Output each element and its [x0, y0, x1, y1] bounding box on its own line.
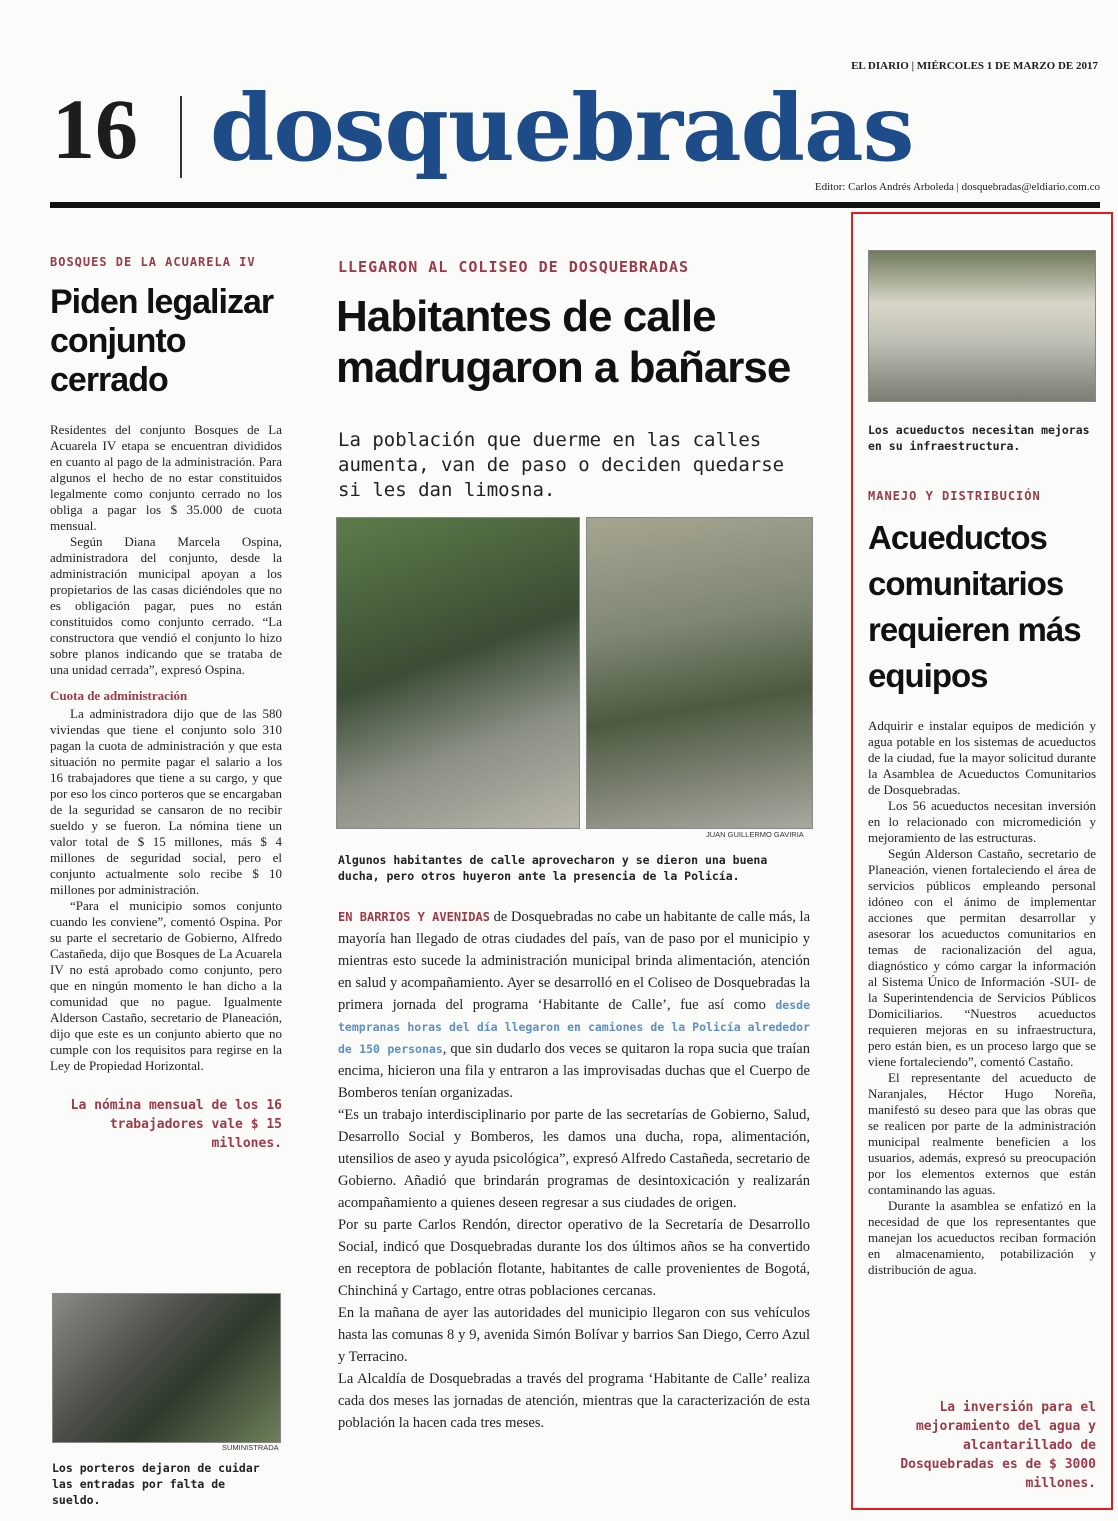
right-kicker: MANEJO Y DISTRIBUCIÓN: [868, 489, 1041, 503]
center-deck: La población que duerme en las calles aumenta, van de paso o deciden quedarse si les dan limosna.: [338, 429, 785, 501]
center-paragraph: En la mañana de ayer las autoridades del municipio llegaron con sus vehículos hasta las comunas 8 y 9, avenida Simón Bolívar y barrios San Diego, Cerro Azul y Terracino.: [338, 1305, 810, 1365]
right-body: [868, 718, 1096, 1278]
left-photo: [52, 1293, 281, 1443]
left-caption: Los porteros dejaron de cuidar las entradas por falta de sueldo.: [52, 1461, 260, 1507]
center-photo-left: [336, 517, 580, 829]
left-subhead: Cuota de administración: [50, 688, 188, 704]
right-pull-quote: La inversión para el mejoramiento del agua y alcantarillado de Dosquebradas es de $ 3000 millones.: [900, 1400, 1096, 1491]
center-highlight: desde tempranas horas del día llegaron en camiones de la Policía alrededor de 150 personas: [338, 998, 810, 1056]
right-photo: [868, 250, 1096, 402]
center-photo-right: [586, 517, 813, 829]
center-headline: Habitantes de calle madrugaron a bañarse: [336, 292, 791, 392]
page-number: 16: [52, 81, 138, 177]
center-paragraph: La Alcaldía de Dosquebradas a través del programa ‘Habitante de Calle’ realiza cada dos meses las jornadas de atención, mientras que la caracterización de esta población la hacen cada tres meses.: [338, 1371, 810, 1431]
right-paragraph: Los 56 acueductos necesitan inversión en lo relacionado con micromedición y mejoramiento de las estructuras.: [868, 798, 1096, 845]
masthead-rule: [50, 202, 1100, 208]
section-title: dosquebradas: [210, 74, 914, 182]
left-paragraph: Según Diana Marcela Ospina, administradora del conjunto, desde la administración municipal apoyan a los propietarios de las casas diciéndoles que no es obligación pagar, pues no están constituidos como conjunto cerrado. “La constructora que vendió el conjunto lo hizo sobre planos indicando que se trataba de una unidad cerrada”, expresó Ospina.: [50, 534, 282, 678]
center-text: de Dosquebradas no cabe un habitante de calle más, la mayoría han llegado de otras ciudades del país, van de paso por el municipio y mientras esto sucede la administración municipal brinda alimentación, atención en salud y acompañamiento. Ayer se desarrolló en el Coliseo de Dosquebradas la primera jornada del programa ‘Habitante de Calle’, fue así como: [338, 909, 810, 1013]
center-paragraph: Por su parte Carlos Rendón, director operativo de la Secretaría de Desarrollo Social, indicó que Dosquebradas durante los dos últimos años se ha convertido en receptora de población flotante, habitantes de calle provenientes de Bogotá, Chinchiná y Cartago, entre otras poblaciones cercanas.: [338, 1217, 810, 1299]
left-photo-credit: SUMINISTRADA: [222, 1443, 279, 1452]
center-paragraph: [338, 906, 810, 1104]
left-article: [50, 255, 282, 1153]
center-caption: Algunos habitantes de calle aprovecharon y se dieron una buena ducha, pero otros huyeron ante la presencia de la Policía.: [338, 853, 768, 883]
right-caption: Los acueductos necesitan mejoras en su infraestructura.: [868, 423, 1090, 453]
left-body: [50, 422, 282, 1074]
right-headline: Acueductos comunitarios requieren más equipos: [868, 519, 1081, 694]
center-lead: EN BARRIOS Y AVENIDAS: [338, 910, 490, 924]
center-photo-credit: JUAN GUILLERMO GAVIRIA: [706, 830, 804, 839]
right-paragraph: El representante del acueducto de Naranjales, Héctor Hugo Noreña, manifestó su deseo para que las obras que se realicen por parte de la administración municipal realmente beneficien a los usuarios, además, expresó su preocupación por los elementos externos que están contaminando las aguas.: [868, 1070, 1096, 1197]
center-paragraph: “Es un trabajo interdisciplinario por parte de las secretarías de Gobierno, Salud, Desarrollo Social y Bomberos, les damos una ducha, ropa, alimentación, utensilios de aseo y ayuda psicológica”, expresó Alfredo Castañeda, secretario de Gobierno. Añadió que brindarán programas de desintoxicación y realizarán acompañamiento a quienes deseen regresar a sus ciudades de origen.: [338, 1107, 810, 1211]
center-text: , que sin dudarlo dos veces se quitaron la ropa sucia que traían encima, hicieron una fila y entraron a las improvisadas duchas que el Cuerpo de Bomberos tenían organizadas.: [338, 1041, 810, 1101]
left-paragraph: “Para el municipio somos conjunto cuando les conviene”, comentó Ospina. Por su parte el secretario de Gobierno, Alfredo Castañeda, dijo que Bosques de La Acuarela IV no está aprobado como conjunto, pero que en ningún momento le han dicho a la comunidad que no pague. Igualmente Alderson Castaño, secretario de Planeación, dijo que este es un conjunto abierto que no cumple con los requisitos para regirse en la Ley de Propiedad Horizontal.: [50, 898, 282, 1074]
right-paragraph: Según Alderson Castaño, secretario de Planeación, vienen fortaleciendo el área de servicios públicos empleando personal idóneo con el ánimo de implementar acciones que permitan desarrollar y asesorar los acueductos comunitarios en temas de racionalización del agua, diagnóstico y cómo cargar la información al Sistema Único de Información -SUI- de la Superintendencia de Servicios Públicos Domiciliarios. “Nuestros acueductos requieren mejoras en su infraestructura, pero están bien, es un proceso largo que se viene fortaleciendo”, comentó Castaño.: [868, 846, 1096, 1069]
right-paragraph: Durante la asamblea se enfatizó en la necesidad de que los representantes que manejan los acueductos reciban formación en almacenamiento, potabilización y distribución de agua.: [868, 1198, 1096, 1277]
paper-date-line: EL DIARIO | MIÉRCOLES 1 DE MARZO DE 2017: [851, 60, 1098, 72]
editor-line: Editor: Carlos Andrés Arboleda | dosquebradas@eldiario.com.co: [814, 181, 1100, 193]
left-headline: Piden legalizar conjunto cerrado: [50, 283, 274, 400]
masthead-divider: [180, 96, 182, 178]
left-kicker: BOSQUES DE LA ACUARELA IV: [50, 255, 256, 269]
center-kicker: LLEGARON AL COLISEO DE DOSQUEBRADAS: [338, 258, 690, 276]
left-paragraph: La administradora dijo que de las 580 viviendas que tiene el conjunto solo 310 pagan la cuota de administración y que esta situación no permite pagar el salario a los 16 trabajadores que tiene a su cargo, y que por eso los cinco porteros que se encargaban de la seguridad se cansaron de no recibir sueldo y se fueron. La nómina tiene un valor total de $ 15 millones, más $ 4 millones de seguridad social, pero el conjunto actualmente solo recibe $ 10 millones por administración.: [50, 706, 282, 898]
left-pull-quote: La nómina mensual de los 16 trabajadores vale $ 15 millones.: [70, 1098, 282, 1152]
right-paragraph: Adquirir e instalar equipos de medición y agua potable en los sistemas de acueductos de la ciudad, fue la mayor solicitud durante la Asamblea de Acueductos Comunitarios de Dosquebradas.: [868, 718, 1096, 797]
left-paragraph: Residentes del conjunto Bosques de La Acuarela IV etapa se encuentran divididos en cuanto al pago de la administración. Para algunos el hecho de no estar constituidos legalmente como conjunto cerrado no los obliga a pagar los $ 35.000 de cuota mensual.: [50, 422, 282, 534]
center-body: [338, 906, 810, 1434]
